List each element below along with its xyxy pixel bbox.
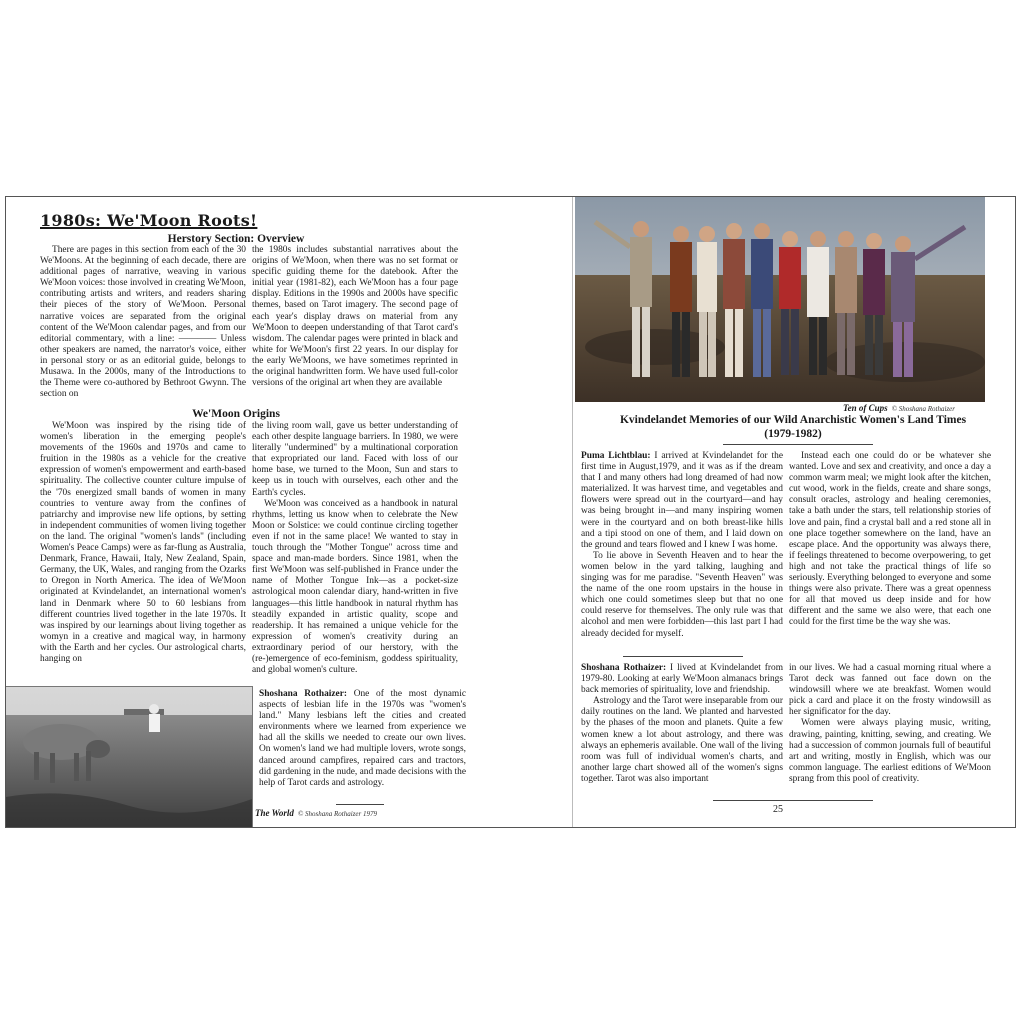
overview-col2-text: the 1980s includes substantial narratives about the origins of We'Moon, when there was no set format or specific guiding theme for the datebook. After the initial year (1981-82), each We'Moon has a four page display. Editions in the 1990s and 2000s have specific themes, based on Tarot imagery. The second page of each year's display draws on material from any We'Moon to deepen understanding of that Tarot card's wisdom. The calendar pages were printed in black and white for We'Moon's first 22 years. In our display for the early We'Moons, we have sometimes reprinted in the original handwritten form. We have used full-color versions of the original art when they are available — [252, 245, 458, 389]
origins-title: We'Moon Origins — [192, 408, 280, 420]
origins-col1-text: We'Moon was inspired by the rising tide of women's liberation in the emerging people's movements of the 1960s and 1970s and came to fruition in the 1980s as a vehicle for the creative expression of women's empowerment and earth-based spirituality. The collective counter culture impulse of the '70s energized small bands of women in many countries to venture away from the confines of patriarchy and improvise new life options, by setting in independent communities of women living together on the land. The original "women's lands" (including Women's Peace Camps) were as far-flung as Australia, Denmark, France, Hawaii, Italy, New Zealand, Spain, Germany, the UK, Wales, and ranging from the Ozarks to Oregon in North America. The idea of We'Moon originated at Kvindelandet, an international women's land in Denmark where 50 to 60 lesbians from different countries lived together in the late 1970s. It was inspired by our learnings about living together as womyn in a creative and magical way, in harmony with the Earth and her cycles. Our astrological charts, hanging on — [40, 421, 246, 664]
title-rule — [723, 444, 873, 445]
memories-title-line1: Kvindelandet Memories of our Wild Anarchistic Women's Land Times — [619, 414, 967, 426]
puma-col2 — [789, 451, 991, 629]
puma-col2-p1: Instead each one could do or be whatever she wanted. Love and sex and creativity, and once a day a common warm meal; we might look after the kitchen, cut wood, work in the fields, create and share songs, consult oracles, astrology and healing ceremonies, take a bath under the stars, tell relationship stories of love and pain, find a crystal ball and a red stone all in one place together somewhere on the land, have an escape place. And the opportunity was always there, if feelings threatened to become overpowering, to get high and not take the practical things of life so seriously. Everything belonged to everyone and some things were also private. There was a great openness for all that moved us deep inside and for how different and the same we also were, that each one could for the first time be the way she was. — [789, 451, 991, 628]
section-rule — [623, 656, 743, 657]
overview-title: Herstory Section: Overview — [167, 233, 305, 245]
origins-col2-p1: the living room wall, gave us better understanding of each other despite language barriers. In 1980, we were literally "undermined" by a multinational corporation that expropriated our land. Faced with loss of our home base, we turned to the Moon, Sun and stars to keep us in touch with ourselves, each other and the Earth's cycles. — [252, 421, 458, 498]
shoshana2-col2-p1: in our lives. We had a casual morning ritual where a Tarot deck was fanned out face down on the windowsill where we ate breakfast. Women would pick a card and place it on the frosty windowsill as her significator for the day. — [789, 663, 991, 718]
left-page — [6, 197, 572, 827]
overview-col2 — [252, 245, 458, 389]
photo-caption-credit: © Shoshana Rothaizer — [891, 405, 955, 413]
puma-p2: To lie above in Seventh Heaven and to hear the women below in the yard talking, laughing and singing was for me paradise. "Seventh Heaven" was the name of the one room upstairs in the house in which one could sometimes sleep but that no one could reserve for themselves. The only rule was that alcohol and men were forbidden—this last part I had already decided for myself. — [581, 550, 783, 639]
page-number: 25 — [773, 804, 783, 815]
puma-p1: I arrived at Kvindelandet for the first time in August,1979, and it was as if the dream that I and many others had long dreamed of had now materialized. It was harvest time, and vegetables and flowers were spread out in the courtyard—and hay was being brought in—and many inspiring women were in the courtyard and on both breast-like hills and a tipi stood on one of them, and I laid down on the ground and tears flowed and I knew I was home. — [581, 451, 783, 550]
right-page — [572, 197, 1016, 827]
shoshana2-p1: I lived at Kvindelandet from 1979-80. Looking at early We'Moon almanacs brings back memories of spirituality, love and friendship. — [581, 663, 783, 696]
shoshana-name: Shoshana Rothaizer: — [259, 689, 347, 699]
shoshana2-col1 — [581, 663, 783, 785]
field-photo-illustration — [6, 687, 252, 828]
memories-title-line2: (1979-1982) — [764, 428, 822, 440]
page-heading: 1980s: We'Moon Roots! — [40, 211, 258, 230]
divider-rule — [336, 804, 384, 805]
the-world-caption — [255, 808, 377, 818]
puma-name: Puma Lichtblau: — [581, 451, 651, 461]
shoshana2-col2-p2: Women were always playing music, writing, drawing, painting, knitting, sewing, and creating. We had a succession of common journals full of beautiful art and writing, mostly in English, which was our common language. The earliest editions of We'Moon sprang from this pool of creativity. — [789, 718, 991, 784]
origins-col2-p2: We'Moon was conceived as a handbook in natural rhythms, letting us know when to celebrate the New Moon or Solstice: we could continue circling together even if not in the same place! We wanted to stay in touch through the "Mother Tongue" across time and space and man-made borders. Since 1981, when the first We'Moon was self-published in France under the name of Mother Tongue Ink—as a pocket-size astrological moon calendar diary, hand-written in five languages—this little handbook in natural rhythm has steadily expanded in artistic quality, scope and readership. It has remained a unique vehicle for the expression of women's creativity during an extraordinary period of our herstory, with the (re-)emergence of eco-feminism, goddess spirituality, and global women's culture. — [252, 498, 458, 676]
shoshana-text: One of the most dynamic aspects of lesbian life in the 1970s was "women's land." Many lesbians left the cities and created environments where we learned from experience we had all the skills we needed to create our own lives. On women's land we had multiple lovers, wrote songs, danced around campfires, repaired cars and tractors, did gardening in the nude, and made decisions with the help of Tarot cards and astrology. — [259, 689, 466, 788]
ten-of-cups-caption — [843, 403, 955, 413]
the-world-photo — [6, 686, 253, 828]
shoshana2-p2: Astrology and the Tarot were inseparable from our daily routines on the land. We planted and harvested by the phases of the moon and planets. Quite a few women knew a lot about astrology, and there was always an ephemeris available. One wall of the living room was full of individual women's charts, and another large chart showed all of the women's signs together. Tarot was also important — [581, 696, 783, 784]
origins-col1 — [40, 421, 246, 665]
caption-credit: © Shoshana Rothaizer 1979 — [297, 810, 377, 818]
ten-of-cups-photo — [575, 197, 985, 402]
footer-rule — [713, 800, 873, 801]
memories-title — [593, 413, 993, 441]
shoshana2-name: Shoshana Rothaizer: — [581, 663, 667, 673]
photo-caption-title: Ten of Cups — [843, 403, 888, 413]
book-spread — [5, 196, 1016, 828]
shoshana-note — [259, 689, 466, 789]
group-photo-illustration — [575, 197, 985, 402]
overview-col1-text: There are pages in this section from each of the 30 We'Moons. At the beginning of each decade, there are additional pages of narrative, weaving in various We'Moon voices: those involved in creating We'Moon, contributing artists and writers, and readers sharing their pieces of the story of We'Moon. Personal narrative voices are separated from the original content of the We'Moon calendar pages, and from our editorial commentary, with a line: ———— Unless other speakers are named, the narrator's voice, either in personal story or as an editorial guide, belongs to Musawa. In the 2000s, many of the Introductions to the Theme were co-authored by Bethroot Gwynn. The section on — [40, 245, 246, 400]
overview-col1 — [40, 245, 246, 400]
shoshana2-col2 — [789, 663, 991, 785]
caption-title: The World — [255, 808, 294, 818]
puma-col1 — [581, 451, 783, 640]
origins-col2 — [252, 421, 458, 676]
